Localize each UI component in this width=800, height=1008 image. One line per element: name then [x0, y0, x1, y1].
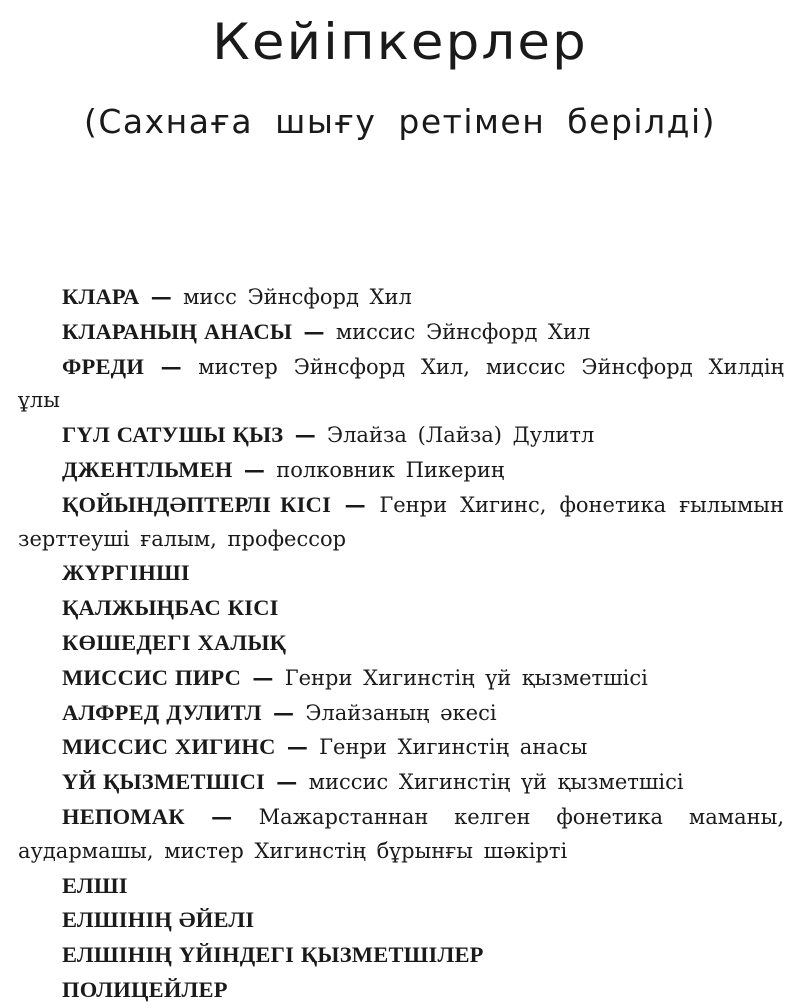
character-name: КЛАРА — [62, 284, 140, 309]
cast-entry — [18, 350, 784, 419]
character-name: ПОЛИЦЕЙЛЕР — [62, 976, 228, 1002]
dash: — — [261, 699, 306, 725]
cast-entry — [18, 626, 784, 661]
cast-entry — [18, 800, 784, 869]
character-name: ҮЙ ҚЫЗМЕТШІСІ — [62, 769, 265, 795]
character-description: миссис Хигинстің үй қызметшісі — [308, 770, 684, 795]
cast-entry — [18, 453, 784, 488]
character-name: ФРЕДИ — [62, 353, 145, 379]
cast-entry — [18, 973, 784, 1008]
character-name: ДЖЕНТЛЬМЕН — [62, 456, 233, 482]
dash: — — [232, 456, 277, 482]
character-name: ЕЛШІНІҢ ӘЙЕЛІ — [62, 907, 255, 933]
character-description: Генри Хигинстің үй қызметшісі — [284, 665, 648, 690]
character-description: Генри Хигинстің анасы — [319, 735, 588, 760]
character-description: Генри Хигинс, фонетика ғылымын зерттеуші ғалым, профессор — [18, 492, 784, 551]
dash: — — [283, 422, 328, 448]
cast-entry — [18, 488, 784, 557]
cast-list — [18, 280, 784, 1008]
character-name: КЛАРАНЫҢ АНАСЫ — [62, 318, 293, 344]
cast-entry — [18, 869, 784, 904]
character-name: НЕПОМАК — [62, 803, 185, 829]
cast-entry — [18, 280, 784, 315]
character-name: ЕЛШІНІҢ ҮЙІНДЕГІ ҚЫЗМЕТШІЛЕР — [62, 942, 484, 968]
character-name: ЕЛШІ — [62, 872, 128, 898]
dash: — — [139, 284, 184, 309]
dash: — — [275, 734, 320, 760]
character-description: Элайзаның әкесі — [305, 700, 497, 725]
character-name: АЛФРЕД ДУЛИТЛ — [62, 699, 262, 725]
cast-entry — [18, 556, 784, 591]
character-name: ҚАЛЖЫҢБАС КІСІ — [62, 595, 279, 621]
character-description: мисс Эйнсфорд Хил — [183, 285, 412, 309]
cast-entry — [18, 696, 784, 731]
cast-entry — [18, 903, 784, 938]
cast-entry — [18, 661, 784, 696]
dash: — — [331, 491, 380, 517]
character-description: мистер Эйнсфорд Хил, миссис Эйнсфорд Хилдің ұлы — [18, 354, 785, 413]
dash: — — [292, 318, 336, 344]
dash: — — [144, 353, 199, 379]
dash: — — [264, 769, 309, 795]
character-name: ҚОЙЫНДӘПТЕРЛІ КІСІ — [62, 491, 332, 517]
character-name: ЖҮРГІНШІ — [62, 560, 190, 586]
character-description: Элайза (Лайза) Дулитл — [327, 423, 595, 448]
cast-entry — [18, 730, 784, 765]
cast-entry — [18, 315, 784, 350]
character-description: миссис Эйнсфорд Хил — [335, 319, 591, 344]
page-title: Кейіпкерлер — [212, 13, 588, 71]
page-subtitle: (Сахнаға шығу ретімен берілді) — [83, 102, 717, 141]
character-description: полковник Пикериң — [276, 457, 505, 482]
dash: — — [184, 803, 259, 829]
character-description: Мажарстаннан келген фонетика маманы, аудармашы, мистер Хигинстің бұрынғы шәкірті — [18, 804, 784, 863]
cast-entry — [18, 591, 784, 626]
character-name: ГҮЛ САТУШЫ ҚЫЗ — [62, 422, 284, 448]
character-name: МИССИС ПИРС — [62, 664, 242, 690]
cast-entry — [18, 765, 784, 800]
cast-entry — [18, 938, 784, 973]
character-name: КӨШЕДЕГІ ХАЛЫҚ — [62, 629, 287, 655]
dash: — — [241, 664, 285, 690]
character-name: МИССИС ХИГИНС — [62, 734, 276, 760]
cast-entry — [18, 418, 784, 453]
